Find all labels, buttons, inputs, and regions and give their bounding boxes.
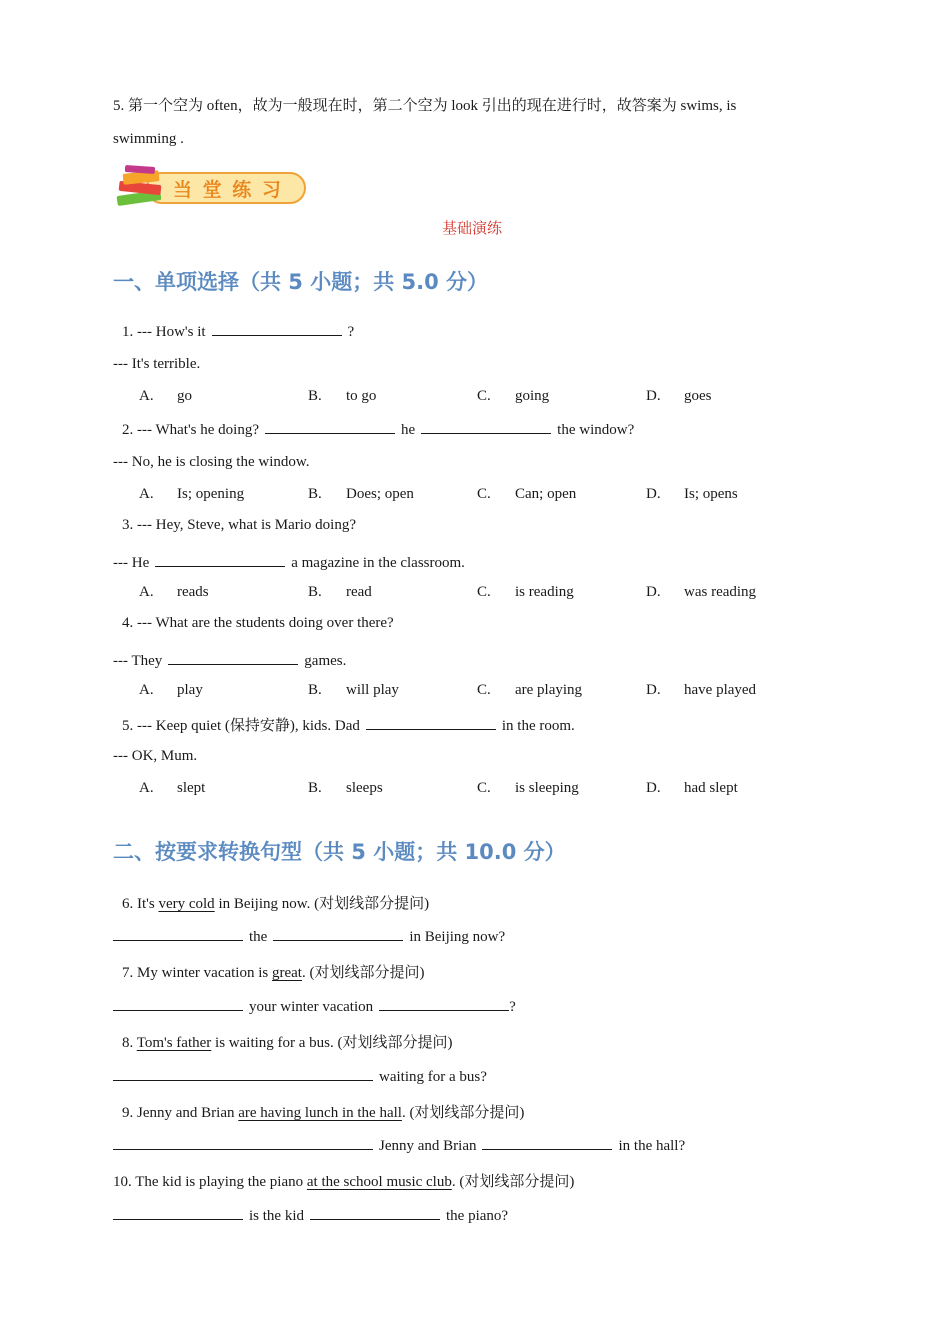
option-c[interactable]: C. is reading: [477, 584, 574, 600]
option-c[interactable]: C. are playing: [477, 682, 583, 698]
answer-explanation-line1: 5. 第一个空为 often，故为一般现在时，第二个空为 look 引出的现在进行时，故答案为 swims, is: [113, 98, 737, 114]
option-c[interactable]: C. going: [477, 388, 550, 404]
blank[interactable]: [113, 996, 243, 1011]
question-10: 10. The kid is playing the piano at the school music club. (对划线部分提问): [113, 1174, 575, 1190]
section2-title: 二、按要求转换句型（共 5 小题；共 10.0 分）: [113, 840, 566, 864]
option-c[interactable]: C. is sleeping: [477, 780, 579, 796]
option-a[interactable]: A. Is; opening: [139, 486, 245, 502]
blank[interactable]: [113, 1205, 243, 1220]
blank[interactable]: [379, 996, 509, 1011]
reply: --- No, he is closing the window.: [113, 454, 310, 470]
question-1: 1. --- How's it ?: [122, 321, 354, 341]
option-b[interactable]: B. read: [308, 584, 372, 600]
blank[interactable]: [366, 715, 496, 730]
answer-line-8: waiting for a bus?: [113, 1066, 487, 1086]
option-d[interactable]: D. was reading: [646, 584, 757, 600]
blank[interactable]: [113, 926, 243, 941]
practice-banner: [113, 163, 309, 213]
question-8: 8. Tom's father is waiting for a bus. (对划线部分提问): [122, 1035, 453, 1051]
answer-line-9: Jenny and Brian in the hall?: [113, 1135, 685, 1155]
reply: --- He a magazine in the classroom.: [113, 552, 465, 572]
option-a[interactable]: A. slept: [139, 780, 206, 796]
blank[interactable]: [113, 1066, 373, 1081]
blank[interactable]: [482, 1135, 612, 1150]
question-3: 3. --- Hey, Steve, what is Mario doing?: [122, 517, 356, 533]
option-d[interactable]: D. have played: [646, 682, 757, 698]
question-2: 2. --- What's he doing? he the window?: [122, 419, 634, 439]
option-b[interactable]: B. Does; open: [308, 486, 414, 502]
reply: --- It's terrible.: [113, 356, 201, 372]
option-d[interactable]: D. Is; opens: [646, 486, 738, 502]
question-9: 9. Jenny and Brian are having lunch in the hall. (对划线部分提问): [122, 1105, 525, 1121]
answer-line-7: your winter vacation ?: [113, 996, 516, 1016]
subtitle: 基础演练: [442, 221, 503, 237]
reply: --- OK, Mum.: [113, 748, 198, 764]
blank[interactable]: [155, 552, 285, 567]
answer-line-6: the in Beijing now?: [113, 926, 505, 946]
blank[interactable]: [265, 419, 395, 434]
question-5: 5. --- Keep quiet (保持安静), kids. Dad in the room.: [122, 714, 575, 735]
banner-label: 当 堂 练 习: [173, 179, 283, 201]
question-7: 7. My winter vacation is great. (对划线部分提问): [122, 965, 425, 981]
blank[interactable]: [113, 1135, 373, 1150]
option-b[interactable]: B. sleeps: [308, 780, 383, 796]
question-6: 6. It's very cold in Beijing now. (对划线部分提问): [122, 896, 430, 912]
option-a[interactable]: A. reads: [139, 584, 209, 600]
option-b[interactable]: B. will play: [308, 682, 399, 698]
answer-explanation-line2: swimming .: [113, 131, 184, 147]
blank[interactable]: [212, 321, 342, 336]
option-a[interactable]: A. go: [139, 388, 192, 404]
section1-title: 一、单项选择（共 5 小题；共 5.0 分）: [113, 270, 489, 294]
question-4: 4. --- What are the students doing over there?: [122, 615, 394, 631]
option-d[interactable]: D. goes: [646, 388, 712, 404]
option-a[interactable]: A. play: [139, 682, 203, 698]
blank[interactable]: [421, 419, 551, 434]
option-c[interactable]: C. Can; open: [477, 486, 577, 502]
blank[interactable]: [310, 1205, 440, 1220]
answer-line-10: is the kid the piano?: [113, 1205, 508, 1225]
option-d[interactable]: D. had slept: [646, 780, 738, 796]
reply: --- They games.: [113, 650, 346, 670]
option-b[interactable]: B. to go: [308, 388, 377, 404]
blank[interactable]: [168, 650, 298, 665]
blank[interactable]: [273, 926, 403, 941]
